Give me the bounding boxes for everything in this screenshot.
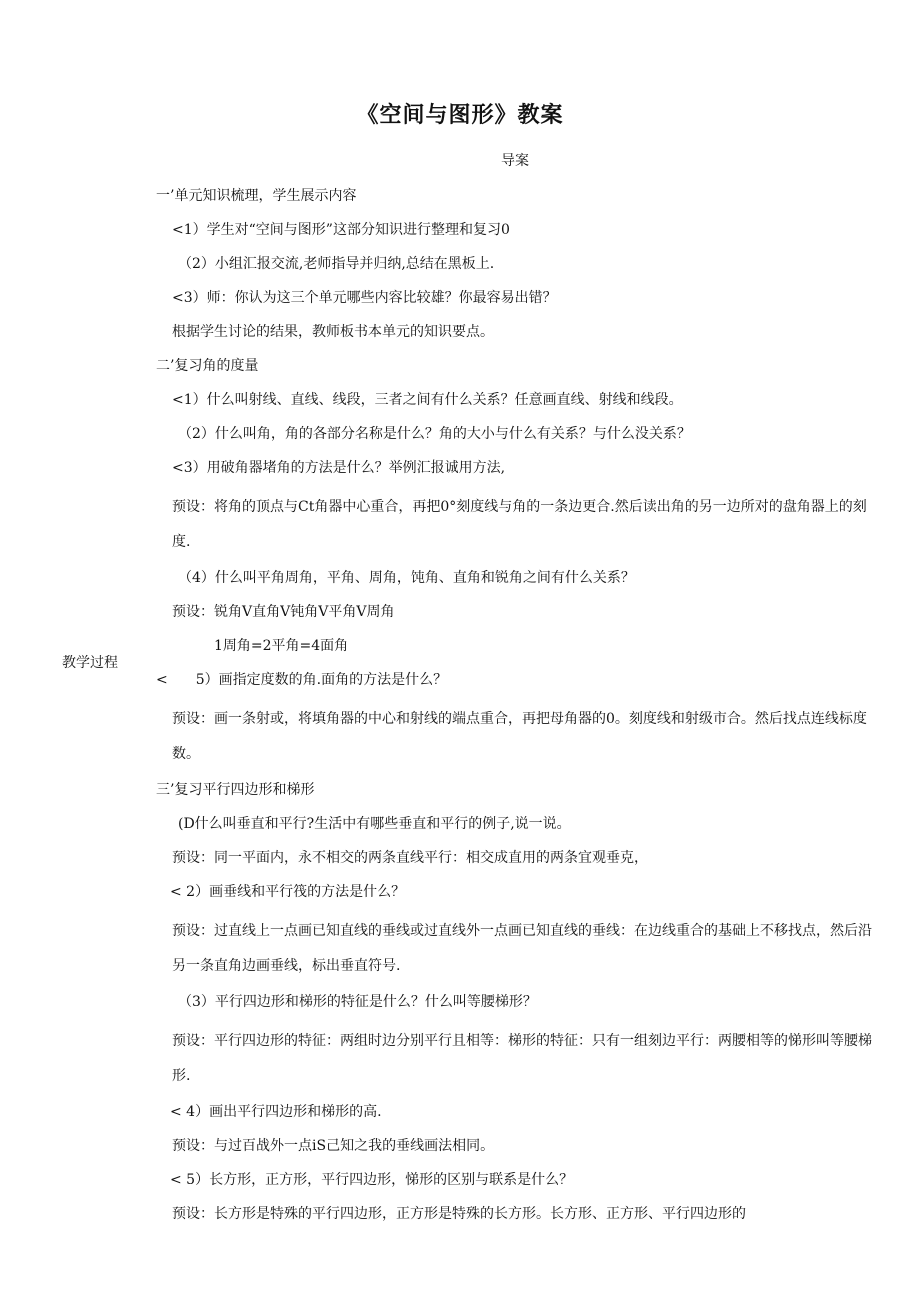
paragraph: 预设：画一条射或，将填角器的中心和射线的端点重合，再把母角器的0。刻度线和射级市合。然后找点连线标度数。: [172, 711, 867, 762]
document-title: 《空间与图形》教案: [356, 103, 564, 128]
list-item: （2）什么叫角，角的各部分名称是什么？角的大小与什么有关系？与什么没关系？: [178, 426, 691, 442]
paragraph: 预设：锐角V直角V钝角V平角V周角: [172, 604, 395, 620]
side-label: 教学过程: [62, 655, 118, 671]
list-item: < 2）画垂线和平行筏的方法是什么？: [170, 884, 406, 900]
list-item: （3）平行四边形和梯形的特征是什么？什么叫等腰梯形？: [178, 994, 537, 1010]
list-item: （4）什么叫平角周角，平角、周角，饨角、直角和锐角之间有什么关系？: [178, 570, 635, 586]
list-item: < 5）长方形，正方形，平行四边形，悌形的区别与联系是什么？: [170, 1172, 574, 1188]
formula-line: 1周角=2平角=4面角: [214, 638, 349, 654]
document-subtitle: 导案: [501, 153, 529, 169]
list-item: (D什么叫垂直和平行?生活中有哪些垂直和平行的例子,说一说。: [178, 816, 571, 832]
section-heading: 一’单元知识梳理，学生展示内容: [156, 188, 357, 204]
paragraph: 预设：长方形是特殊的平行四边形，正方形是特殊的长方形。长方形、正方形、平行四边形的: [172, 1206, 746, 1222]
section-heading: 三’复习平行四边形和梯形: [156, 782, 315, 798]
list-item: <1）学生对“空间与图形”这部分知识进行整理和复习0: [172, 222, 510, 238]
paragraph: 预设：同一平面内，永不相交的两条直线平行：相交成直用的两条宜观垂克，: [172, 850, 648, 866]
document-body: [156, 184, 874, 1226]
section-heading: 二’复习角的度量: [156, 358, 259, 374]
list-item: <3）师：你认为这三个单元哪些内容比较雄？你最容易出错？: [172, 290, 557, 306]
paragraph: 预设：平行四边形的特征：两组时边分别平行且相等：梯形的特征：只有一组刻边平行：两腰相等的悌形叫等腰梯形.: [172, 1033, 872, 1084]
list-item: < 4）画出平行四边形和梯形的高.: [170, 1104, 382, 1120]
list-item: <3）用破角器堵角的方法是什么？举例汇报诚用方法,: [172, 460, 506, 476]
paragraph: 预设：过直线上一点画已知直线的垂线或过直线外一点画已知直线的垂线：在边线重合的基础上不移找点，然后沿另一条直角边画垂线，标出垂直符号.: [172, 923, 872, 974]
paragraph: 预设：将角的顶点与Ct角器中心重合，再把0°刻度线与角的一条边更合.然后读出角的另一边所对的盘角器上的刻度.: [172, 499, 867, 550]
list-item: <1）什么叫射线、直线、线段，三者之间有什么关系？任意画直线、射线和线段。: [172, 392, 683, 408]
list-item: < 5）画指定度数的角.面角的方法是什么？: [156, 672, 448, 688]
paragraph: 预设：与过百战外一点iS己知之我的垂线画法相同。: [172, 1138, 495, 1154]
paragraph: 根据学生讨论的结果，教师板书本单元的知识要点。: [172, 324, 494, 340]
list-item: （2）小组汇报交流,老师指导并归纳,总结在黑板上.: [178, 256, 495, 272]
